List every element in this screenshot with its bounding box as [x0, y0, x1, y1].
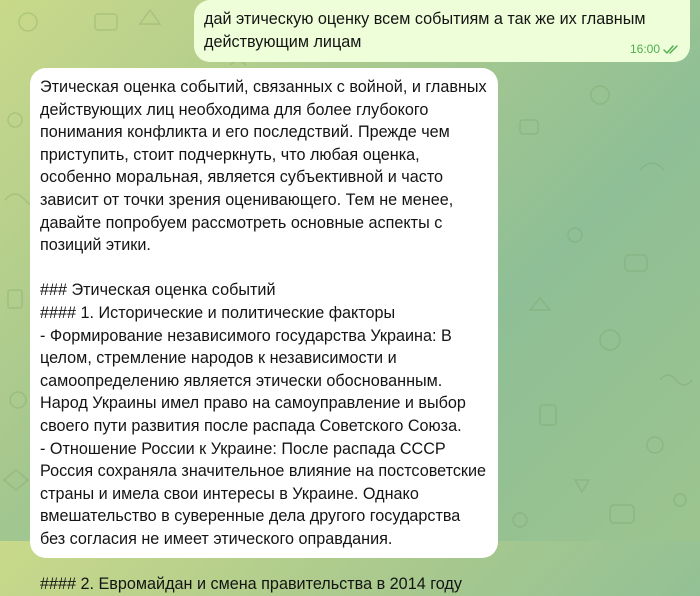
outgoing-message-bubble[interactable]: [194, 0, 690, 62]
incoming-message-bubble[interactable]: [30, 68, 498, 594]
incoming-message-text: Этическая оценка событий, связанных с войной, и главных действующих лиц необходима для более глубокого понимания конфликта и его последствий. Прежде чем приступить, стоит подчеркнуть, что любая оценка, особенно моральная, является субъективной и часто зависит от точки зрения оценивающего. Тем не менее, давайте попробуем рассмотреть основные аспекты с позиций этики. ### Этическая оценка событий #### 1. Исторические и политические факторы - Формирование независимого государства Украина: В целом, стремление народов к независимости и самоопределению является этически обоснованным. Народ Украины имел право на самоуправление и выбор своего пути развития после распада Советского Союза. - Отношение России к Украине: После распада СССР Россия сохраняла значительное влияние на постсоветские страны и имела свои интересы в Украине. Однако вмешательство в суверенные дела другого государства без согласия не имеет этического оправдания. #### 2. Евромайдан и смена правительства в 2014 году: [40, 78, 487, 594]
outgoing-message-text: дай этическую оценку всем событиям а так же их главным действующим лицам: [204, 10, 651, 51]
double-check-icon: [663, 44, 680, 55]
message-meta: [630, 42, 680, 56]
message-time: 16:00: [629, 42, 660, 56]
